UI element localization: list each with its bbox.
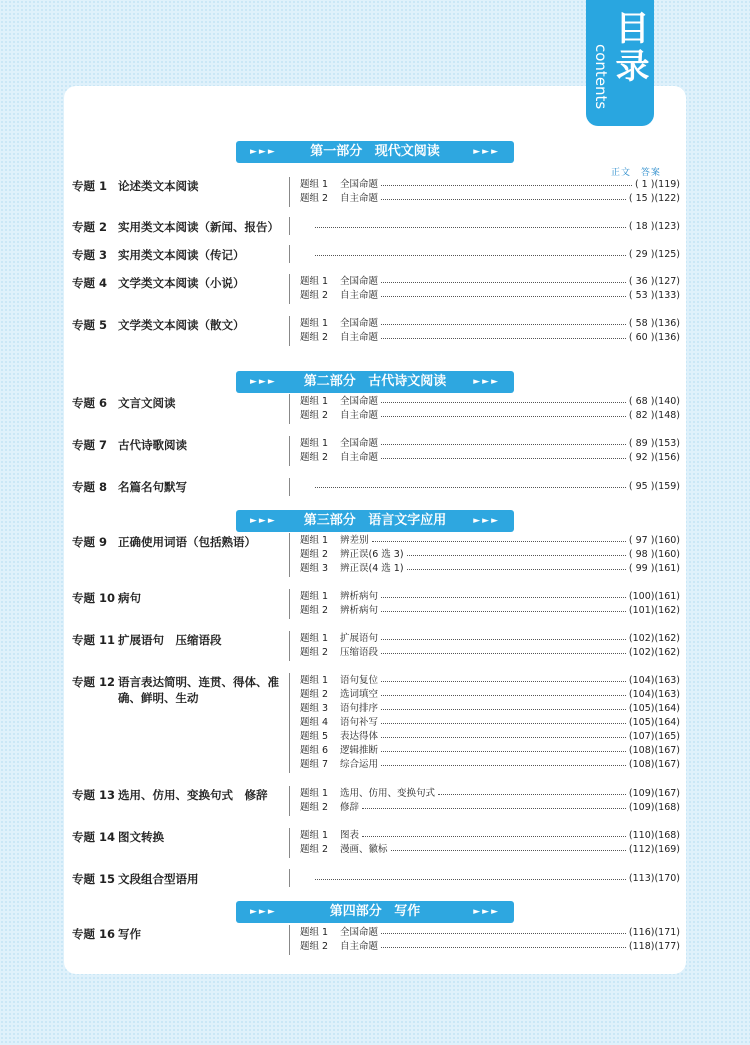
- topic-title: 选用、仿用、变换句式 修辞: [118, 788, 268, 802]
- contents-title: 目录: [609, 10, 649, 86]
- arrows-icon: ►►►: [473, 147, 500, 157]
- topic-number: 专题 1: [72, 179, 108, 193]
- topic-9[interactable]: [72, 534, 292, 550]
- topic-number: 专题 12: [72, 675, 116, 689]
- topic-title: 写作: [118, 927, 141, 941]
- topic-1[interactable]: [72, 178, 292, 194]
- divider: [289, 869, 290, 887]
- topic-number: 专题 7: [72, 438, 108, 452]
- toc-entry[interactable]: 题组 2 自主命题 ( 92 )(156): [300, 452, 680, 463]
- topic-title: 语言表达简明、连贯、得体、准确、鲜明、生动: [118, 675, 279, 705]
- divider: [289, 786, 290, 816]
- divider: [289, 533, 290, 577]
- topic-number: 专题 16: [72, 927, 116, 941]
- arrows-icon: ►►►: [473, 516, 500, 526]
- page-column-legend: 正文 答案: [611, 168, 661, 178]
- toc-entry[interactable]: 题组 2 选词填空 (104)(163): [300, 689, 680, 700]
- topic-5[interactable]: [72, 317, 292, 333]
- divider: [289, 217, 290, 235]
- toc-entry[interactable]: 题组 1 语句复位 (104)(163): [300, 675, 680, 686]
- toc-entry[interactable]: 题组 2 辨析病句 (101)(162): [300, 605, 680, 616]
- toc-entry[interactable]: 题组 1 图表 (110)(168): [300, 830, 680, 841]
- topic-number: 专题 5: [72, 318, 108, 332]
- toc-entry[interactable]: 题组 1 全国命题 ( 36 )(127): [300, 276, 680, 287]
- toc-entry[interactable]: 题组 2 自主命题 ( 82 )(148): [300, 410, 680, 421]
- part-banner-1: [236, 141, 514, 163]
- topic-number: 专题 8: [72, 480, 108, 494]
- topic-number: 专题 2: [72, 220, 108, 234]
- divider: [289, 274, 290, 304]
- toc-entry[interactable]: 题组 5 表达得体 (107)(165): [300, 731, 680, 742]
- divider: [289, 478, 290, 496]
- topic-number: 专题 4: [72, 276, 108, 290]
- toc-entry[interactable]: 题组 2 辨正误(6 选 3) ( 98 )(160): [300, 549, 680, 560]
- arrows-icon: ►►►: [250, 377, 277, 387]
- toc-entry[interactable]: 题组 2 自主命题 ( 53 )(133): [300, 290, 680, 301]
- topic-number: 专题 13: [72, 788, 116, 802]
- arrows-icon: ►►►: [473, 907, 500, 917]
- toc-entry[interactable]: 题组 2 自主命题 ( 15 )(122): [300, 193, 680, 204]
- topic-title: 实用类文本阅读（传记）: [118, 248, 245, 262]
- topic-number: 专题 9: [72, 535, 108, 549]
- part-title: 第一部分 现代文阅读: [310, 144, 440, 159]
- toc-entry[interactable]: 题组 4 语句补写 (105)(164): [300, 717, 680, 728]
- toc-entry[interactable]: ( 95 )(159): [312, 480, 680, 494]
- toc-entry[interactable]: ( 29 )(125): [312, 248, 680, 262]
- topic-title: 名篇名句默写: [118, 480, 187, 494]
- topic-title: 文段组合型语用: [118, 872, 199, 886]
- divider: [289, 589, 290, 619]
- topic-title: 实用类文本阅读（新闻、报告）: [118, 220, 279, 234]
- topic-13[interactable]: [72, 787, 292, 803]
- contents-subtitle: contents: [592, 44, 610, 110]
- toc-entry[interactable]: 题组 1 辨差别 ( 97 )(160): [300, 535, 680, 546]
- topic-14[interactable]: [72, 829, 292, 845]
- topic-16[interactable]: [72, 926, 292, 942]
- toc-entry[interactable]: (113)(170): [312, 872, 680, 886]
- topic-8[interactable]: [72, 479, 292, 495]
- divider: [289, 673, 290, 773]
- topic-number: 专题 3: [72, 248, 108, 262]
- toc-entry[interactable]: 题组 1 全国命题 ( 68 )(140): [300, 396, 680, 407]
- contents-tab: [586, 0, 654, 126]
- arrows-icon: ►►►: [250, 907, 277, 917]
- divider: [289, 925, 290, 955]
- topic-title: 正确使用词语（包括熟语）: [118, 535, 256, 549]
- topic-title: 扩展语句 压缩语段: [118, 633, 222, 647]
- part-title: 第三部分 语言文字应用: [303, 513, 447, 528]
- topic-10[interactable]: [72, 590, 292, 606]
- divider: [289, 177, 290, 207]
- topic-number: 专题 11: [72, 633, 116, 647]
- divider: [289, 316, 290, 346]
- topic-title: 文言文阅读: [118, 396, 176, 410]
- toc-entry[interactable]: 题组 2 自主命题 (118)(177): [300, 941, 680, 952]
- toc-entry[interactable]: 题组 2 修辞 (109)(168): [300, 802, 680, 813]
- toc-entry[interactable]: 题组 1 全国命题 ( 1 )(119): [300, 179, 680, 190]
- toc-entry[interactable]: 题组 3 辨正误(4 选 1) ( 99 )(161): [300, 563, 680, 574]
- topic-7[interactable]: [72, 437, 292, 453]
- divider: [289, 245, 290, 263]
- divider: [289, 436, 290, 466]
- part-banner-3: [236, 510, 514, 532]
- topic-title: 文学类文本阅读（散文）: [118, 318, 245, 332]
- topic-11[interactable]: [72, 632, 292, 648]
- arrows-icon: ►►►: [473, 377, 500, 387]
- arrows-icon: ►►►: [250, 147, 277, 157]
- topic-6[interactable]: [72, 395, 292, 411]
- part-banner-2: [236, 371, 514, 393]
- toc-entry[interactable]: 题组 1 全国命题 ( 89 )(153): [300, 438, 680, 449]
- divider: [289, 828, 290, 858]
- toc-entry[interactable]: ( 18 )(123): [312, 220, 680, 234]
- divider: [289, 631, 290, 661]
- toc-entry[interactable]: 题组 6 逻辑推断 (108)(167): [300, 745, 680, 756]
- topic-15[interactable]: [72, 871, 292, 887]
- toc-entry[interactable]: 题组 7 综合运用 (108)(167): [300, 759, 680, 770]
- arrows-icon: ►►►: [250, 516, 277, 526]
- toc-entry[interactable]: 题组 1 辨析病句 (100)(161): [300, 591, 680, 602]
- part-title: 第四部分 写作: [329, 904, 421, 919]
- part-title: 第二部分 古代诗文阅读: [303, 374, 447, 389]
- topic-4[interactable]: [72, 275, 292, 291]
- topic-title: 病句: [118, 591, 141, 605]
- topic-title: 古代诗歌阅读: [118, 438, 187, 452]
- toc-entry[interactable]: 题组 1 选用、仿用、变换句式 (109)(167): [300, 788, 680, 799]
- toc-entry[interactable]: 题组 2 漫画、徽标 (112)(169): [300, 844, 680, 855]
- topic-title: 图文转换: [118, 830, 164, 844]
- topic-3[interactable]: [72, 247, 292, 263]
- toc-entry[interactable]: 题组 2 自主命题 ( 60 )(136): [300, 332, 680, 343]
- topic-number: 专题 14: [72, 830, 116, 844]
- divider: [289, 394, 290, 424]
- topic-12[interactable]: [72, 674, 292, 706]
- topic-number: 专题 15: [72, 872, 116, 886]
- toc-entry[interactable]: 题组 2 压缩语段 (102)(162): [300, 647, 680, 658]
- topic-title: 文学类文本阅读（小说）: [118, 276, 245, 290]
- toc-entry[interactable]: 题组 1 全国命题 ( 58 )(136): [300, 318, 680, 329]
- toc-entry[interactable]: 题组 1 扩展语句 (102)(162): [300, 633, 680, 644]
- toc-entry[interactable]: 题组 1 全国命题 (116)(171): [300, 927, 680, 938]
- topic-2[interactable]: [72, 219, 292, 235]
- topic-number: 专题 6: [72, 396, 108, 410]
- topic-title: 论述类文本阅读: [118, 179, 199, 193]
- part-banner-4: [236, 901, 514, 923]
- toc-entry[interactable]: 题组 3 语句排序 (105)(164): [300, 703, 680, 714]
- topic-number: 专题 10: [72, 591, 116, 605]
